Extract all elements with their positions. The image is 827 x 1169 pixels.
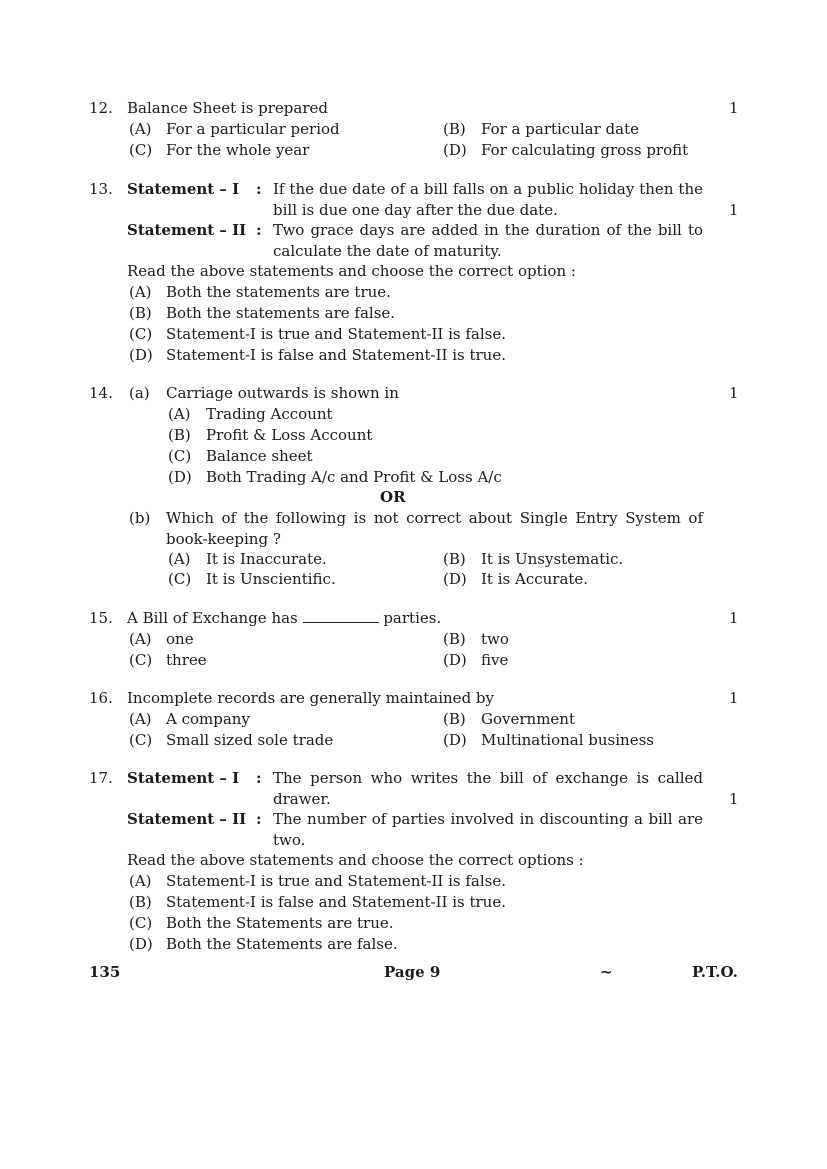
question-number: 12. bbox=[89, 99, 113, 117]
option-label-b: (B) bbox=[129, 893, 152, 911]
fill-in-blank bbox=[303, 608, 379, 623]
pto-label: P.T.O. bbox=[692, 963, 738, 981]
question-number: 14. bbox=[89, 384, 113, 402]
option-label-c: (C) bbox=[129, 141, 153, 159]
option-label-a: (A) bbox=[129, 872, 152, 890]
option-text-a: Both the statements are true. bbox=[166, 283, 391, 301]
part-b-option-text-b: It is Unsystematic. bbox=[481, 550, 624, 568]
part-a-text: Carriage outwards is shown in bbox=[166, 384, 399, 402]
statement-2-label: Statement – II bbox=[127, 221, 247, 239]
option-text-b: For a particular date bbox=[481, 120, 639, 138]
question-number: 16. bbox=[89, 689, 113, 707]
marks: 1 bbox=[729, 201, 739, 219]
question-number: 17. bbox=[89, 769, 113, 787]
option-text-a: Statement-I is true and Statement-II is false. bbox=[166, 872, 506, 890]
question-text bbox=[127, 608, 441, 629]
tilde-mark: ~ bbox=[600, 963, 613, 981]
part-b-text: Which of the following is not correct about Single Entry System of book-keeping ? bbox=[166, 509, 703, 548]
option-text-d: Multinational business bbox=[481, 731, 654, 749]
part-a-option-text-a: Trading Account bbox=[206, 405, 333, 423]
option-label-c: (C) bbox=[129, 325, 153, 343]
option-text-a: A company bbox=[166, 710, 250, 728]
statement-2-colon: : bbox=[256, 810, 262, 828]
option-label-c: (C) bbox=[129, 731, 153, 749]
option-label-b: (B) bbox=[443, 710, 466, 728]
statement-1-colon: : bbox=[256, 769, 262, 787]
part-b-option-label-b: (B) bbox=[443, 550, 466, 568]
option-label-b: (B) bbox=[443, 120, 466, 138]
question-prompt: Read the above statements and choose the correct options : bbox=[127, 851, 584, 869]
part-b-option-text-a: It is Inaccurate. bbox=[206, 550, 327, 568]
paper-code: 135 bbox=[89, 963, 121, 981]
part-a-option-label-d: (D) bbox=[168, 468, 192, 486]
statement-2-text: Two grace days are added in the duration of the bill to calculate the date of maturity. bbox=[273, 221, 703, 260]
part-a-option-label-a: (A) bbox=[168, 405, 191, 423]
statement-2-text: The number of parties involved in discounting a bill are two. bbox=[273, 810, 703, 849]
option-label-d: (D) bbox=[443, 141, 467, 159]
option-label-b: (B) bbox=[443, 630, 466, 648]
part-a-option-label-b: (B) bbox=[168, 426, 191, 444]
option-label-a: (A) bbox=[129, 630, 152, 648]
option-label-a: (A) bbox=[129, 283, 152, 301]
part-a-option-text-c: Balance sheet bbox=[206, 447, 313, 465]
question-text: Balance Sheet is prepared bbox=[127, 99, 329, 117]
option-text-b: Statement-I is false and Statement-II is true. bbox=[166, 893, 506, 911]
part-a-label: (a) bbox=[129, 384, 150, 402]
part-b-option-text-c: It is Unscientific. bbox=[206, 570, 336, 588]
part-a-option-label-c: (C) bbox=[168, 447, 192, 465]
part-b-option-label-a: (A) bbox=[168, 550, 191, 568]
option-label-a: (A) bbox=[129, 120, 152, 138]
statement-1-text: If the due date of a bill falls on a public holiday then the bill is due one day after the due date. bbox=[273, 180, 703, 219]
statement-2-label: Statement – II bbox=[127, 810, 247, 828]
part-b-label: (b) bbox=[129, 509, 151, 527]
option-text-c: For the whole year bbox=[166, 141, 310, 159]
option-label-d: (D) bbox=[443, 651, 467, 669]
option-label-c: (C) bbox=[129, 651, 153, 669]
or-divider: OR bbox=[380, 488, 406, 506]
part-a-option-text-b: Profit & Loss Account bbox=[206, 426, 373, 444]
option-text-c: Small sized sole trade bbox=[166, 731, 334, 749]
part-a-option-text-d: Both Trading A/c and Profit & Loss A/c bbox=[206, 468, 502, 486]
option-label-d: (D) bbox=[129, 935, 153, 953]
question-prompt: Read the above statements and choose the correct option : bbox=[127, 262, 576, 280]
marks: 1 bbox=[729, 790, 739, 808]
option-text-b: two bbox=[481, 630, 509, 648]
statement-1-colon: : bbox=[256, 180, 262, 198]
option-text-a: one bbox=[166, 630, 194, 648]
option-label-c: (C) bbox=[129, 914, 153, 932]
page-number: Page 9 bbox=[384, 963, 441, 981]
marks: 1 bbox=[729, 609, 739, 627]
option-text-c: Both the Statements are true. bbox=[166, 914, 394, 932]
question-number: 13. bbox=[89, 180, 113, 198]
option-text-b: Both the statements are false. bbox=[166, 304, 396, 322]
option-label-b: (B) bbox=[129, 304, 152, 322]
option-text-d: For calculating gross profit bbox=[481, 141, 689, 159]
question-text: Incomplete records are generally maintained by bbox=[127, 689, 495, 707]
marks: 1 bbox=[729, 689, 739, 707]
option-label-a: (A) bbox=[129, 710, 152, 728]
option-label-d: (D) bbox=[129, 346, 153, 364]
statement-2-colon: : bbox=[256, 221, 262, 239]
option-text-a: For a particular period bbox=[166, 120, 340, 138]
part-b-option-label-c: (C) bbox=[168, 570, 192, 588]
marks: 1 bbox=[729, 384, 739, 402]
option-label-d: (D) bbox=[443, 731, 467, 749]
part-b-option-label-d: (D) bbox=[443, 570, 467, 588]
option-text-c: three bbox=[166, 651, 207, 669]
marks: 1 bbox=[729, 99, 739, 117]
option-text-d: Statement-I is false and Statement-II is true. bbox=[166, 346, 506, 364]
statement-1-label: Statement – I bbox=[127, 180, 240, 198]
statement-1-text: The person who writes the bill of exchange is called drawer. bbox=[273, 769, 703, 808]
option-text-d: five bbox=[481, 651, 509, 669]
part-b-option-text-d: It is Accurate. bbox=[481, 570, 589, 588]
question-text-after: parties. bbox=[383, 609, 442, 627]
question-number: 15. bbox=[89, 609, 113, 627]
option-text-d: Both the Statements are false. bbox=[166, 935, 398, 953]
question-text-before: A Bill of Exchange has bbox=[127, 609, 298, 627]
option-text-c: Statement-I is true and Statement-II is false. bbox=[166, 325, 506, 343]
option-text-b: Government bbox=[481, 710, 575, 728]
statement-1-label: Statement – I bbox=[127, 769, 240, 787]
